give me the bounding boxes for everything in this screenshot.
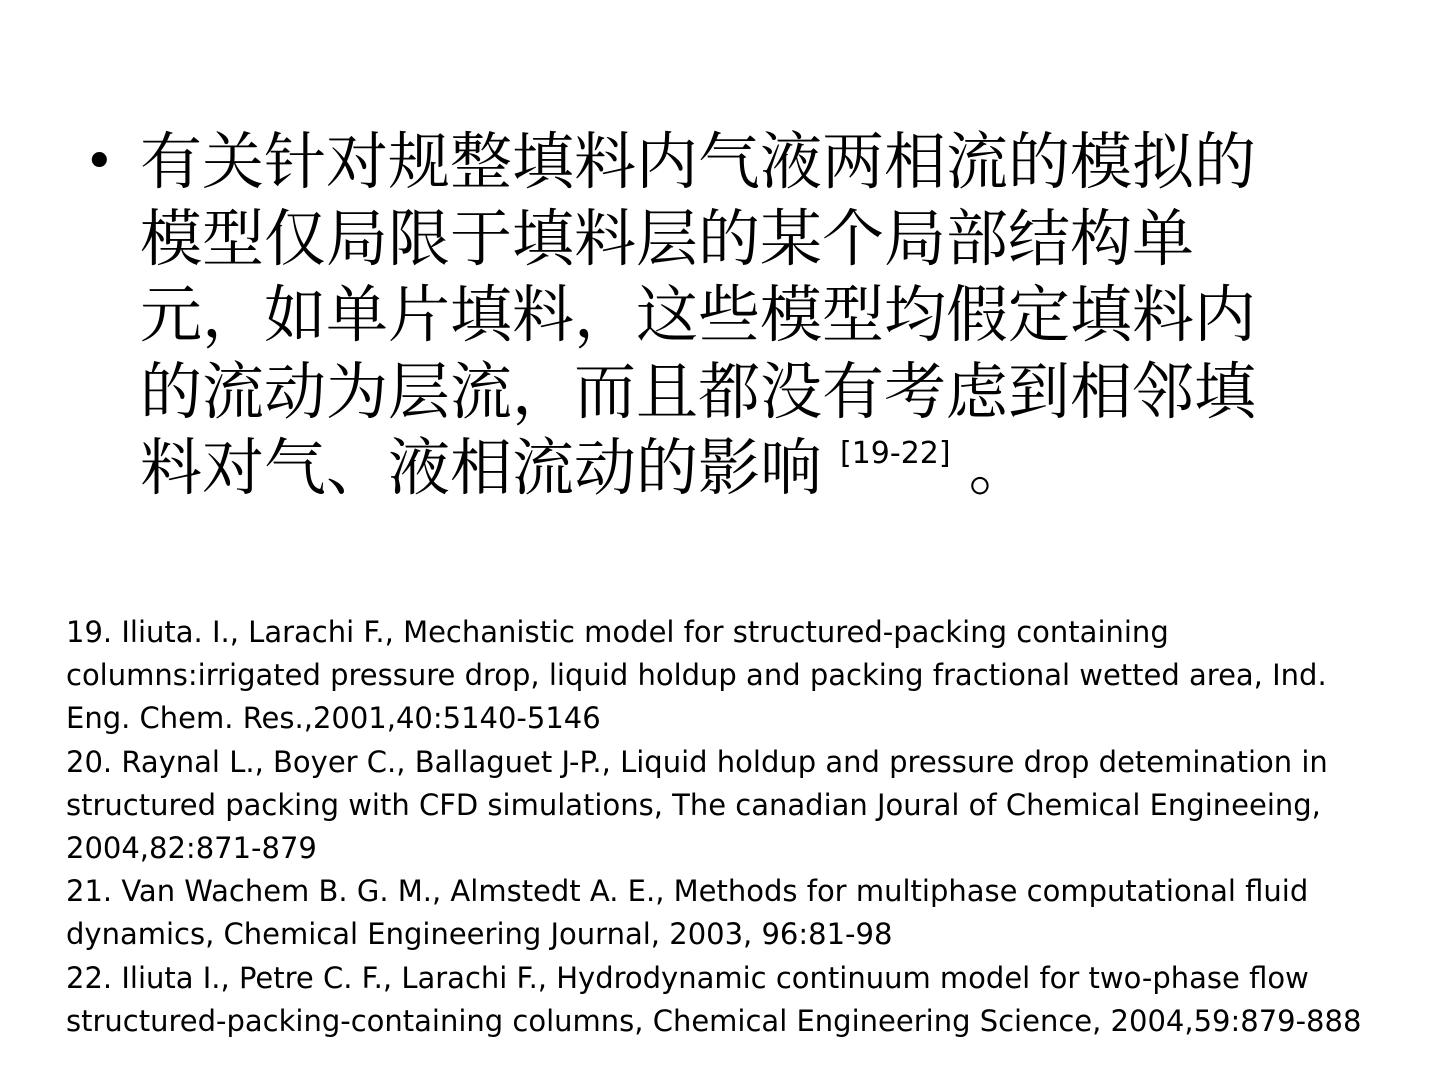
citation-superscript: [19-22] xyxy=(840,436,951,471)
reference-item: 21. Van Wachem B. G. M., Almstedt A. E., Methods for multiphase computational fluid dynamics, Chemical Engineering Journal, 2003, 96:81-98 xyxy=(66,874,1309,952)
reference-item: 22. Iliuta I., Petre C. F., Larachi F., Hydrodynamic continuum model for two-phase flow structured-packing-containing columns, Chemical Engineering Science, 2004,59:879-888 xyxy=(66,960,1362,1038)
bullet-item xyxy=(84,124,1314,507)
reference-list xyxy=(66,611,1396,1043)
bullet-end-punct: 。 xyxy=(968,431,1031,504)
reference-item: 19. Iliuta. I., Larachi F., Mechanistic model for structured-packing containing columns:irrigated pressure drop, liquid holdup and packing fractional wetted area, Ind. Eng. Chem. Res.,2001,40:5140-5146 xyxy=(66,615,1327,736)
reference-item: 20. Raynal L., Boyer C., Ballaguet J-P., Liquid holdup and pressure drop detemination in structured packing with CFD simulations, The canadian Joural of Chemical Engineeing, 2004,82:871-879 xyxy=(66,744,1328,866)
bullet-body: 有关针对规整填料内气液两相流的模拟的模型仅局限于填料层的某个局部结构单元，如单片填料，这些模型均假定填料内的流动为层流，而且都没有考虑到相邻填料对气、液相流动的影响 xyxy=(140,125,1257,504)
bullet-icon: • xyxy=(84,132,115,192)
bullet-text xyxy=(140,124,1300,507)
